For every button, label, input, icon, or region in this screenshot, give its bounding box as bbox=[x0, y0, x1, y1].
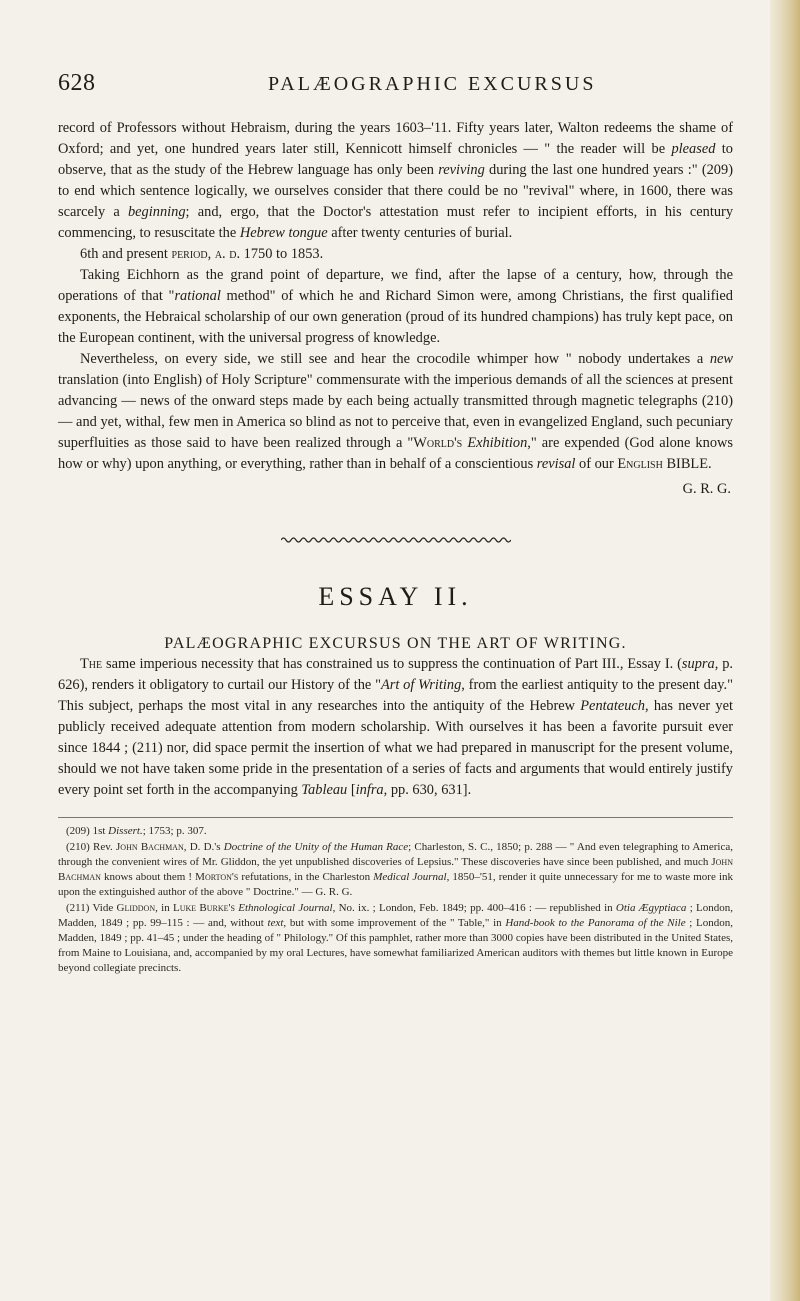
text-run: ; London, Madden, 1849 ; pp. 41–45 ; under the heading of " Philology." Of this pamphlet, rather more than 3000 copies have been distributed in the United States, from Maine to Louisiana, and, accompanied by my oral Lectures, have somewhat familiarized American auditors with themes but little known in Europe beyond collegiate precincts. bbox=[58, 917, 733, 974]
text-run: , 1850–'51, render it quite unnecessary for me to waste more ink upon the extinguished author of the above " Doctrine." — G. R. G. bbox=[58, 871, 733, 898]
smallcaps-run: period, a. d. bbox=[171, 246, 241, 262]
smallcaps-run: English bbox=[617, 456, 663, 472]
running-head bbox=[58, 70, 733, 110]
footnote-209 bbox=[58, 824, 733, 839]
text-run: translation (into English) of Holy Scripture" commensurate with the imperious demands of all the sciences at present advancing — news of the onward steps made by each being actually transmitted through magnetic telegraphs (210) — and yet, withal, few men in America so blind as not to perceive that, even in evangelized England, such pecuniary superfluities as those said to have been realized through a " bbox=[58, 372, 733, 451]
text-run: Taking Eichhorn as the grand point of departure, we find, after the lapse of a century, how, through the operations of that " bbox=[58, 267, 733, 304]
italic-run: revisal bbox=[536, 456, 576, 472]
italic-run: text bbox=[267, 917, 284, 929]
author-signature: G. R. G. bbox=[682, 481, 731, 497]
book-page bbox=[58, 70, 733, 977]
footnotes bbox=[58, 824, 733, 976]
smallcaps-run: John Bachman bbox=[58, 856, 733, 883]
smallcaps-run: The bbox=[80, 656, 103, 672]
footnote-211 bbox=[58, 901, 733, 976]
period-heading bbox=[58, 244, 733, 265]
text-run: same imperious necessity that has constrained us to suppress the continuation of Part III., Essay I. ( bbox=[102, 656, 682, 672]
text-run: (211) Vide bbox=[66, 902, 117, 914]
running-title: PALÆOGRAPHIC EXCURSUS bbox=[268, 73, 597, 95]
text-run: [ bbox=[347, 782, 356, 798]
smallcaps-run: Morton's bbox=[195, 871, 239, 883]
text-run: record of Professors without Hebraism, during the years 1603–'11. Fifty years later, Walton redeems the shame of Oxford; and yet, one hundred years later still, Kennicott himself chronicles — " the reader will be bbox=[58, 120, 733, 157]
paragraph-nevertheless bbox=[58, 349, 733, 475]
text-run: (210) Rev. bbox=[66, 841, 117, 853]
text-run: of our bbox=[575, 456, 618, 472]
italic-run: Otia Ægyptiaca bbox=[615, 902, 687, 914]
text-run: BIBLE. bbox=[662, 456, 712, 472]
text-run: refutations, in the Charleston bbox=[238, 871, 374, 883]
page-number: 628 bbox=[58, 70, 96, 96]
text-run: , p. 626), renders it obligatory to curtail our History of the " bbox=[58, 656, 733, 693]
text-run: 1750 to 1853. bbox=[240, 246, 324, 262]
text-run: ; 1753; p. 307. bbox=[142, 825, 207, 837]
text-run: Nevertheless, on every side, we still see and hear the crocodile whimper how " nobody undertakes a bbox=[80, 351, 710, 367]
italic-run: new bbox=[709, 351, 733, 367]
text-run: ; and, ergo, that the Doctor's attestation must refer to incipient efforts, in his century commencing, to resuscitate the bbox=[58, 204, 734, 241]
italic-run: Hand-book to the Panorama of the Nile bbox=[505, 917, 686, 929]
paragraph-eichhorn bbox=[58, 265, 733, 349]
text-run: method" of which he and Richard Simon were, among Christians, the first qualified exponents, the Hebraical scholarship of our own generation (proud of its hundred champions) has truly kept pace, on the European continent, with the universal progress of knowledge. bbox=[58, 288, 733, 346]
smallcaps-run: John Bachman bbox=[116, 841, 184, 853]
italic-run: Medical Journal bbox=[373, 871, 447, 883]
italic-run: rational bbox=[174, 288, 221, 304]
text-run: to observe, that as the study of the Hebrew language has only been bbox=[58, 141, 733, 178]
text-run: ; London, Madden, 1849 ; pp. 99–115 : — and, without bbox=[58, 902, 733, 929]
essay-heading: ESSAY II. bbox=[318, 582, 473, 611]
italic-run: infra bbox=[355, 782, 384, 798]
italic-run: Ethnological Journal bbox=[238, 902, 333, 914]
italic-run: Dissert. bbox=[108, 825, 143, 837]
italic-run: Hebrew tongue bbox=[239, 225, 328, 241]
paragraph-continuation bbox=[58, 118, 733, 244]
smallcaps-run: Luke Burke's bbox=[172, 902, 235, 914]
text-run: ," are expended (God alone knows how or why) upon anything, or everything, rather than in behalf of a conscientious bbox=[58, 435, 734, 472]
paragraph-essay-intro bbox=[58, 654, 733, 801]
wavy-divider bbox=[281, 536, 511, 544]
italic-run: Pentateuch bbox=[580, 698, 645, 714]
text-run: , has never yet publicly received adequate attention from modern scholarship. With ourselves it has been a favorite pursuit ever since 1844 ; (211) nor, did space permit the insertion of what we had prepared in manuscript for the present volume, should we not have taken some pride in the presentation of a series of facts and arguments that would entirely justify every point set forth in the accompanying bbox=[58, 698, 733, 798]
smallcaps-run: Gliddon bbox=[116, 902, 156, 914]
text-run: after twenty centuries of burial. bbox=[327, 225, 513, 241]
text-run: 6th and present bbox=[80, 246, 172, 262]
text-run: , in bbox=[155, 902, 173, 914]
italic-run: Art of Writing bbox=[380, 677, 462, 693]
italic-run: Tableau bbox=[301, 782, 348, 798]
text-run: , pp. 630, 631]. bbox=[383, 782, 472, 798]
italic-run: supra bbox=[681, 656, 715, 672]
text-run: , No. ix. ; London, Feb. 1849; pp. 400–416 : — republished in bbox=[332, 902, 616, 914]
text-run: , from the earliest antiquity to the present day." This subject, perhaps the most vital in any researches into the antiquity of the Hebrew bbox=[58, 677, 733, 714]
text-run: during the last one hundred years :" (209) to end which sentence logically, we ourselves consider that there could be no "revival" where, in 1600, there was scarcely a bbox=[58, 162, 733, 220]
main-text bbox=[58, 118, 733, 801]
text-run: ; Charleston, S. C., 1850; p. 288 — " And even telegraphing to America, through the convenient wires of Mr. Gliddon, the yet unpublished discoveries of Lepsius." These discoveries have since been published, and much bbox=[58, 841, 733, 868]
text-run: , D. D.'s bbox=[183, 841, 224, 853]
text-run: (209) 1st bbox=[66, 825, 109, 837]
italic-run: Exhibition bbox=[467, 435, 528, 451]
italic-run: Doctrine of the Unity of the Human Race bbox=[223, 841, 409, 853]
text-run: knows about them ! bbox=[100, 871, 196, 883]
text-run: , but with some improvement of the " Table," in bbox=[283, 917, 506, 929]
footnote-divider bbox=[58, 817, 733, 818]
essay-subheading: PALÆOGRAPHIC EXCURSUS ON THE ART OF WRITING. bbox=[164, 635, 627, 652]
smallcaps-run: World's bbox=[413, 435, 463, 451]
italic-run: beginning bbox=[127, 204, 186, 220]
footnote-210 bbox=[58, 840, 733, 900]
italic-run: pleased bbox=[671, 141, 716, 157]
italic-run: reviving bbox=[438, 162, 485, 178]
page-edge-shading bbox=[770, 0, 800, 1301]
